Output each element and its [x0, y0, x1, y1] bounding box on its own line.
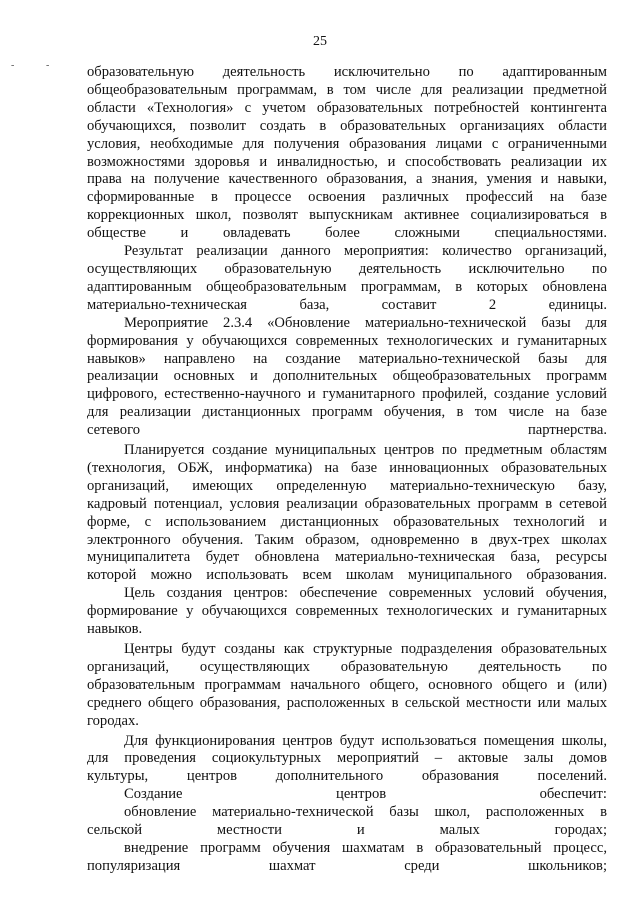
text-line: осуществляющих образовательную деятельность исключительно по [87, 260, 607, 277]
text-line: обществе и овладевать более сложными специальностями. [87, 225, 607, 242]
text-line: организаций, имеющих определенную материально-техническую базу, [87, 477, 607, 494]
text-line: реализации основных и дополнительных общеобразовательных программ [87, 368, 607, 385]
text-line: для реализации дистанционных программ обучения, в том числе на базе [87, 404, 607, 421]
text-line: возможностями здоровья и инвалидностью, и способствовать реализации их [87, 153, 607, 170]
text-line: Центры будут созданы как структурные подразделения образовательных [124, 641, 607, 657]
text-line: среднего общего образования, расположенных в сельской местности или малых [87, 694, 607, 711]
text-line: общеобразовательным программам, в том числе для реализации предметной [87, 81, 607, 98]
text-line: формирование у обучающихся современных технологических и гуманитарных [87, 603, 607, 620]
text-line: муниципалитета будет обновлена материально-техническая база, ресурсы [87, 549, 607, 566]
document-body [87, 64, 607, 876]
paragraph [87, 64, 607, 243]
text-line: сетевого партнерства. [87, 422, 607, 439]
page-number: 25 [313, 34, 327, 49]
text-line: обновление материально-технической базы школ, расположенных в [124, 804, 607, 821]
text-line: цифрового, естественно-научного и гуманитарного профилей, создание условий [87, 386, 607, 403]
paragraph [87, 585, 607, 639]
text-line: Для функционирования центров будут использоваться помещения школы, [124, 732, 607, 749]
text-line: материально-техническая база, составит 2 единицы. [87, 296, 607, 313]
paragraph [87, 243, 607, 315]
paragraph [87, 315, 607, 440]
text-line: сельской местности и малых городах; [87, 822, 607, 839]
text-line: городах. [87, 712, 139, 729]
text-line: культуры, центров дополнительного образования поселений. [87, 768, 607, 785]
scan-mark: - [46, 60, 50, 71]
text-line: форме, с использованием дистанционных образовательных технологий и [87, 513, 607, 530]
text-line: которой можно использовать всем школам муниципального образования. [87, 567, 607, 584]
scan-mark: - [11, 60, 15, 71]
text-line: образовательную деятельность исключительно по адаптированным [87, 64, 607, 80]
text-line: адаптированным общеобразовательным программам, в которых обновлена [87, 278, 607, 295]
text-line: Создание центров обеспечит: [124, 786, 607, 803]
paragraph [87, 786, 607, 804]
text-line: образовательным программам начального общего, основного общего и (или) [87, 676, 607, 693]
list-item [87, 840, 607, 876]
text-line: Мероприятие 2.3.4 «Обновление материально-технической базы для [124, 314, 607, 331]
text-line: внедрение программ обучения шахматам в образовательный процесс, [124, 839, 607, 856]
text-line: навыков. [87, 621, 143, 638]
text-line: навыков» направлено на создание материально-технической базы для [87, 350, 607, 367]
paragraph [87, 733, 607, 787]
paragraph [87, 641, 607, 731]
text-line: популяризация шахмат среди школьников; [87, 857, 607, 874]
text-line: коррекционных школ, позволят выпускникам активнее социализироваться в [87, 207, 607, 224]
text-line: электронного обучения. Таким образом, одновременно в двух-трех школах [87, 531, 607, 548]
text-line: кадровый потенциал, условия реализации образовательных программ в сетевой [87, 495, 607, 512]
list-item [87, 804, 607, 840]
text-line: для проведения социокультурных мероприятий – актовые залы домов [87, 750, 607, 767]
paragraph [87, 442, 607, 585]
text-line: права на получение качественного образования, а знания, умения и навыки, [87, 171, 607, 188]
text-line: (технология, ОБЖ, информатика) на базе инновационных образовательных [87, 459, 607, 476]
text-line: условия, необходимые для получения образования лицами с ограниченными [87, 135, 607, 152]
text-line: организаций, осуществляющих образовательную деятельность по [87, 658, 607, 675]
text-line: обучающихся, позволит создать в образовательных организациях области [87, 117, 607, 134]
text-line: Цель создания центров: обеспечение современных условий обучения, [124, 585, 607, 602]
text-line: области «Технология» с учетом образовательных потребностей контингента [87, 99, 607, 116]
text-line: сформированные в процессе освоения различных профессий на базе [87, 189, 607, 206]
text-line: Планируется создание муниципальных центров по предметным областям [124, 442, 607, 459]
text-line: формирования у обучающихся современных технологических и гуманитарных [87, 332, 607, 349]
text-line: Результат реализации данного мероприятия: количество организаций, [124, 243, 607, 260]
